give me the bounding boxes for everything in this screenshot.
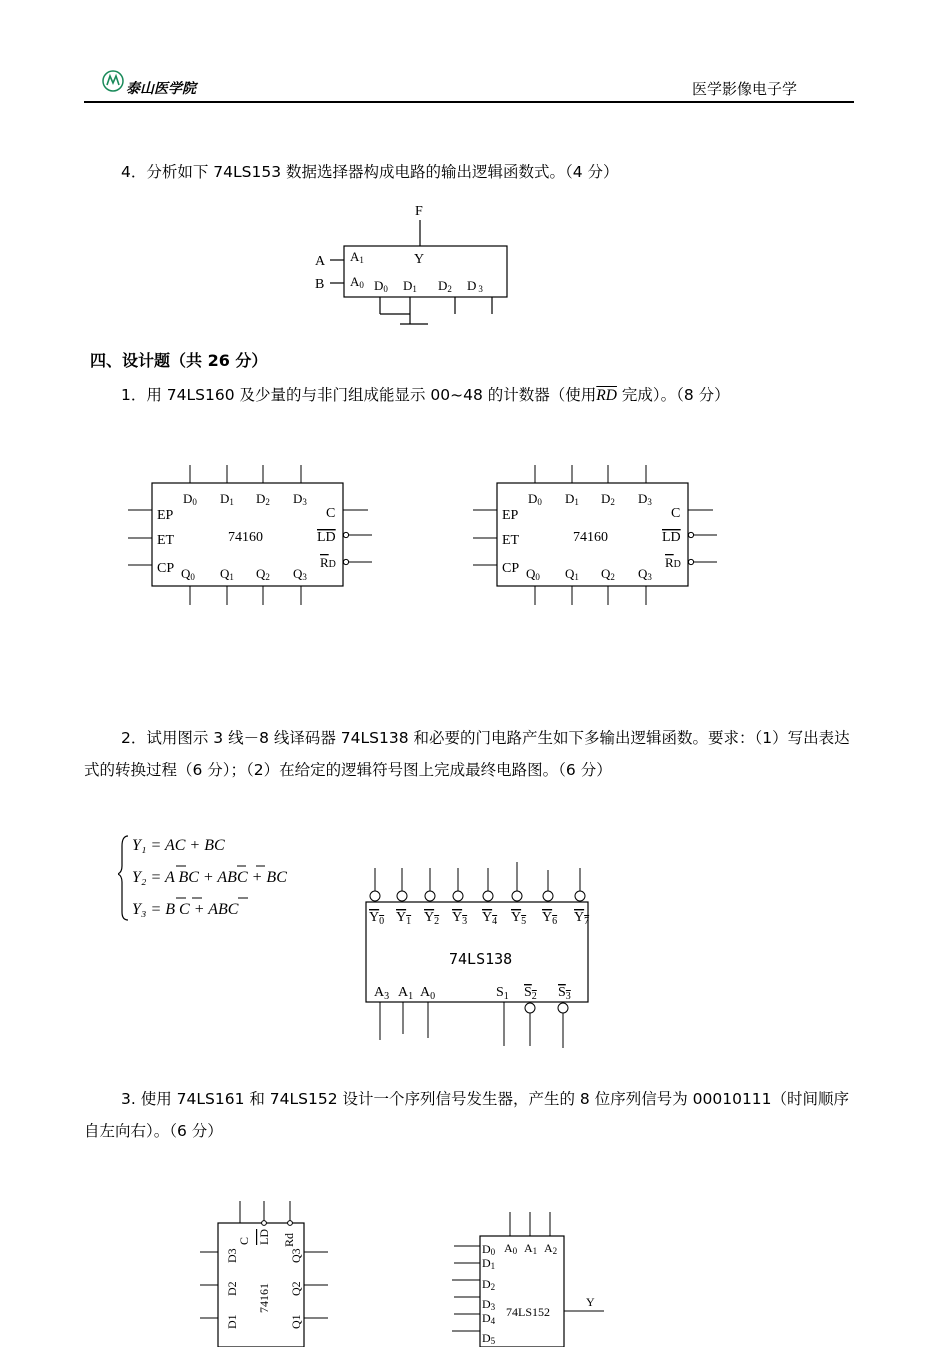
- mux-d2-label: D2: [438, 278, 452, 294]
- course-name: 医学影像电子学: [692, 80, 798, 98]
- svg-text:D5: D5: [482, 1331, 496, 1346]
- svg-text:CP: CP: [502, 561, 520, 576]
- rd-overline: $\overline{RD}$: [596, 387, 617, 404]
- mux-74ls153-diagram: [300, 198, 530, 333]
- svg-text:Q1: Q1: [220, 566, 234, 582]
- svg-text:A0: $A_0$: [420, 985, 436, 1002]
- svg-text:LD: LD: [662, 530, 681, 545]
- svg-text:CP: CP: [157, 561, 175, 576]
- svg-text:D1: D1: [565, 491, 579, 507]
- mux-a-input: A: [315, 254, 326, 269]
- mux-d1-label: D1: [403, 278, 417, 294]
- decoder-inversion-bubble: [512, 891, 522, 901]
- chip2-q-labels: [526, 566, 652, 582]
- decoder-inversion-bubble: [425, 891, 435, 901]
- svg-text:S3: $S_3$: [558, 985, 571, 1002]
- svg-text:EP: EP: [502, 508, 519, 523]
- mux-b-input: B: [315, 277, 325, 292]
- svg-text:D2: D2: [256, 491, 270, 507]
- svg-text:C: C: [326, 506, 336, 521]
- chip1-d-labels: [183, 491, 307, 507]
- decoder-output-label: $Y_1$: [396, 910, 412, 927]
- equation-y2: Y₂ = A BC + ABC + BC: [132, 869, 287, 886]
- svg-text:A0: A0: [504, 1241, 518, 1256]
- svg-text:Q2: Q2: [601, 566, 615, 582]
- design-question-2-text: 2．试用图示 3 线－8 线译码器 74LS138 和必要的门电路产生如下多输出逻辑函数。要求：（1）写出表达式的转换过程（6 分）；（2）在给定的逻辑符号图上完成最终电路图。（6 分）: [84, 729, 850, 779]
- svg-text:Q1: Q1: [289, 1314, 303, 1329]
- decoder-inversion-bubble: [543, 891, 553, 901]
- svg-text:S1: $S_1$: [496, 985, 509, 1002]
- svg-text:A1: $A_1$: [398, 985, 414, 1002]
- decoder-output-label: $Y_0$: [369, 910, 385, 927]
- svg-text:C: C: [237, 1236, 251, 1245]
- decoder-input-labels: [374, 985, 571, 1002]
- design-question-1-text: 1．用 74LS160 及少量的与非门组成能显示 00~48 的计数器（使用$\overline{RD}$ 完成）。（8 分）: [121, 386, 730, 404]
- svg-text:Q0: Q0: [181, 566, 195, 582]
- decoder-74ls138-diagram: [360, 862, 600, 1052]
- svg-text:A1: A1: [524, 1241, 538, 1256]
- svg-text:A2: A2: [544, 1241, 558, 1256]
- decoder-inversion-bubble: [575, 891, 585, 901]
- decoder-output-label: $Y_6$: [542, 910, 558, 927]
- svg-text:Q0: Q0: [526, 566, 540, 582]
- svg-text:Y: Y: [586, 1295, 595, 1309]
- svg-text:EP: EP: [157, 508, 174, 523]
- svg-text:74161: 74161: [257, 1283, 271, 1313]
- svg-text:Q1: Q1: [565, 566, 579, 582]
- svg-text:74160: 74160: [228, 530, 263, 545]
- decoder-name: 74LS138: [449, 950, 513, 968]
- decoder-output-label: $Y_4$: [482, 910, 498, 927]
- mux-output-label: F: [415, 204, 423, 219]
- chip1-q-labels: [181, 566, 307, 582]
- svg-text:D2: D2: [225, 1281, 239, 1296]
- svg-text:D3: D3: [225, 1248, 239, 1263]
- mux-a0-label: A0: [350, 274, 364, 290]
- mux-d3-label: D 3: [467, 278, 483, 294]
- svg-text:RD: RD: [665, 555, 681, 570]
- svg-text:A3: $A_3$: [374, 985, 390, 1002]
- svg-text:Rd: Rd: [282, 1232, 296, 1247]
- mux-a1-label: A1: [350, 249, 364, 265]
- svg-text:D2: D2: [482, 1277, 496, 1292]
- svg-text:RD: RD: [320, 555, 336, 570]
- header: [84, 70, 854, 102]
- svg-text:Q2: Q2: [256, 566, 270, 582]
- header-rule: [84, 101, 854, 103]
- logic-equations: [118, 828, 338, 928]
- chip2-d-labels: [528, 491, 652, 507]
- svg-text:LD: LD: [257, 1229, 271, 1245]
- svg-text:Q2: Q2: [289, 1281, 303, 1296]
- counter-74160-right: [473, 463, 723, 608]
- decoder-output-label: $Y_7$: [574, 910, 590, 927]
- svg-text:LD: LD: [317, 530, 336, 545]
- svg-text:Q3: Q3: [289, 1248, 303, 1263]
- svg-text:C: C: [671, 506, 681, 521]
- school-logo-icon: [102, 70, 124, 92]
- mux-y-label: Y: [414, 252, 425, 267]
- mux-74ls152-diagram: [448, 1208, 608, 1347]
- svg-text:74LS152: 74LS152: [506, 1305, 551, 1319]
- svg-text:D0: D0: [528, 491, 542, 507]
- svg-text:Q3: Q3: [293, 566, 307, 582]
- design-question-3-text: 3. 使用 74LS161 和 74LS152 设计一个序列信号发生器，产生的 8 位序列信号为 00010111（时间顺序自左向右）。（6 分）: [84, 1090, 850, 1140]
- svg-text:Q3: Q3: [638, 566, 652, 582]
- mux-d0-label: D0: [374, 278, 388, 294]
- decoder-output-label: $Y_3$: [452, 910, 468, 927]
- decoder-output-label: $Y_5$: [511, 910, 527, 927]
- svg-text:D3: D3: [638, 491, 652, 507]
- decoder-inversion-bubble: [453, 891, 463, 901]
- equation-y3: Y₃ = B C + ABC: [132, 901, 239, 918]
- decoder-inversion-bubble: [370, 891, 380, 901]
- section-4-title: 四、设计题（共 26 分）: [90, 351, 268, 370]
- svg-text:ET: ET: [157, 533, 175, 548]
- svg-text:D3: D3: [482, 1297, 496, 1312]
- decoder-inversion-bubble: [397, 891, 407, 901]
- decoder-inversion-bubble: [483, 891, 493, 901]
- svg-text:D1: D1: [482, 1256, 496, 1271]
- svg-text:D4: D4: [482, 1311, 496, 1326]
- svg-text:74160: 74160: [573, 530, 608, 545]
- svg-text:D1: D1: [225, 1314, 239, 1329]
- svg-text:D0: D0: [183, 491, 197, 507]
- school-name: 泰山医学院: [126, 81, 196, 97]
- svg-text:S2: $S_2$: [524, 985, 537, 1002]
- counter-74160-left: [128, 463, 378, 608]
- question-4-text: 4．分析如下 74LS153 数据选择器构成电路的输出逻辑函数式。（4 分）: [121, 163, 619, 181]
- svg-text:D3: D3: [293, 491, 307, 507]
- svg-text:D2: D2: [601, 491, 615, 507]
- svg-text:D1: D1: [220, 491, 234, 507]
- svg-text:ET: ET: [502, 533, 520, 548]
- decoder-output-label: $Y_2$: [424, 910, 440, 927]
- counter-74161-diagram: [196, 1197, 336, 1347]
- equation-y1: Y₁ = AC + BC: [132, 837, 225, 854]
- svg-text:D0: D0: [482, 1242, 496, 1257]
